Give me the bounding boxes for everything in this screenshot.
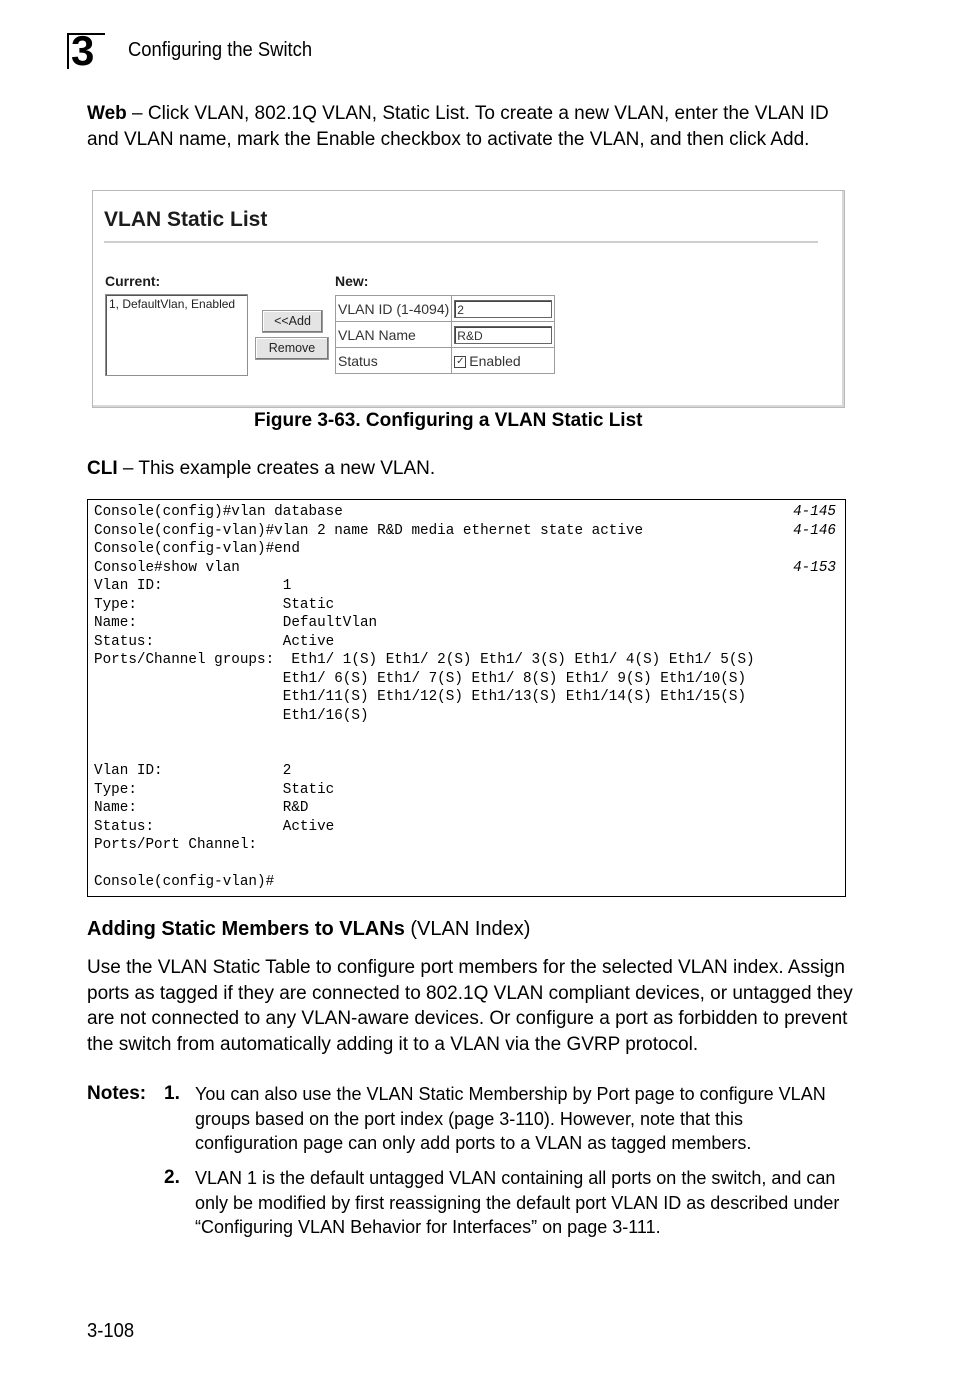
section-title-rest: (VLAN Index) — [404, 918, 531, 940]
list-item[interactable]: 1, DefaultVlan, Enabled — [109, 297, 236, 311]
status-label: Status — [336, 348, 452, 374]
enabled-checkbox[interactable]: ✓ — [456, 355, 465, 367]
page-number: 3-108 — [87, 1320, 135, 1342]
code-text: Console(config)#vlan database Console(config-vlan)#vlan 2 name R&D media ethernet state active Console(config-vlan)#end Console#show vlan Vlan ID: 1 Type: Static Name: DefaultVlan Status: Active Ports/Channel groups: Eth1/ 1(S) Eth1/ 2(S) Eth1/ 3(S) Eth1/ 4(S) Eth1/ 5(S) Eth1/ 6(S) Eth1/ 7(S) Eth1/ 8(S) Eth1/ 9(S) Eth1/10(S) Eth1/11(S) Eth1/12(S) Eth1/13(S) Eth1/14(S) Eth1/15(S) Eth1/16(S) Vlan ID: 2 Type: Static Name: R&D Status: Active Ports/Port Channel: Console(config-vlan)# — [94, 504, 755, 890]
page-ref: 4-153 — [793, 559, 836, 576]
section-paragraph: Use the VLAN Static Table to configure port members for the selected VLAN index. Assign ports as tagged if they are connected to 802.1Q VLAN compliant devices, or untagged they are not connected to any VLAN-aware devices. Or configure a port as forbidden to prevent the switch from automatically adding it to a VLAN via the GVRP protocol. — [87, 957, 853, 1055]
vlan-id-label: VLAN ID (1-4094) — [336, 296, 452, 322]
vlan-name-input[interactable]: R&D — [454, 326, 552, 344]
notes-label: Notes: — [87, 1083, 147, 1104]
remove-button[interactable]: Remove — [255, 337, 329, 360]
new-vlan-form — [335, 295, 555, 374]
note-text: VLAN 1 is the default untagged VLAN containing all ports on the switch, and can only be modified by first reassigning the default port VLAN ID as described under “Configuring VLAN Behavior for Interfaces” on page 3-111. — [195, 1168, 840, 1237]
figure-caption: Figure 3-63. Configuring a VLAN Static List — [254, 410, 643, 431]
add-button[interactable]: <<Add — [262, 310, 323, 333]
web-label: Web — [87, 103, 127, 124]
page-ref: 4-146 — [793, 522, 836, 539]
cli-paragraph — [87, 456, 435, 482]
cli-label: CLI — [87, 458, 118, 479]
current-label: Current: — [105, 273, 161, 289]
new-label: New: — [335, 273, 369, 289]
web-paragraph — [87, 101, 847, 152]
web-text: – Click VLAN, 802.1Q VLAN, Static List. To create a new VLAN, enter the VLAN ID and VLAN name, mark the Enable checkbox to activate the VLAN, and then click Add. — [87, 103, 829, 150]
section-heading — [87, 916, 530, 942]
vlan-id-input[interactable]: 2 — [454, 300, 552, 318]
figure-title: VLAN Static List — [104, 208, 268, 231]
vlan-static-list-figure — [92, 190, 845, 408]
chapter-title: Configuring the Switch — [128, 39, 313, 61]
figure-divider — [104, 241, 818, 243]
vlan-name-label: VLAN Name — [336, 322, 452, 348]
page-ref: 4-145 — [793, 504, 836, 520]
chapter-number: 3 — [71, 27, 95, 74]
note-text: You can also use the VLAN Static Membership by Port page to configure VLAN groups based on the port index (page 3-110). However, note that this configuration page can only add ports to a VLAN as tagged members. — [195, 1084, 826, 1153]
chapter-marker — [67, 27, 105, 74]
current-vlan-list[interactable] — [105, 294, 248, 376]
enabled-label: Enabled — [469, 352, 521, 369]
cli-text: – This example creates a new VLAN. — [117, 458, 436, 479]
note-number: 1. — [164, 1083, 180, 1104]
cli-code-block — [87, 499, 846, 897]
section-title-bold: Adding Static Members to VLANs — [87, 918, 405, 940]
note-number: 2. — [164, 1167, 180, 1188]
